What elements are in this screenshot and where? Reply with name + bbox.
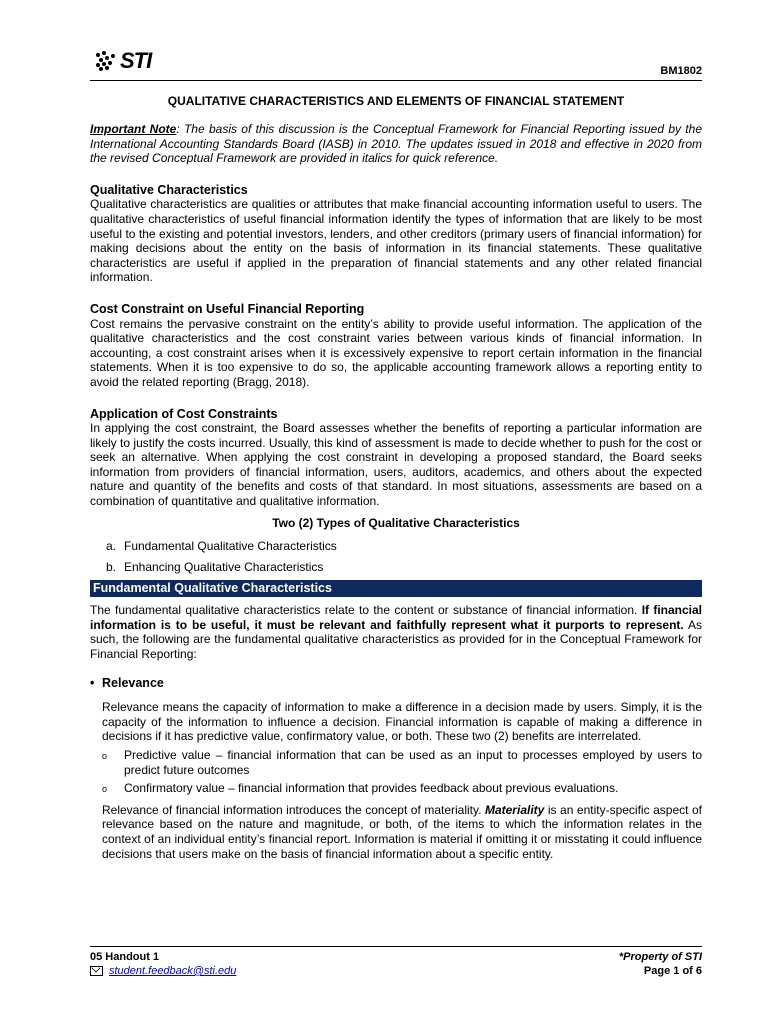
- sub-bullet-icon: o: [102, 784, 108, 795]
- list-item-label: Enhancing Qualitative Characteristics: [124, 560, 324, 575]
- note-text: : The basis of this discussion is the Conceptual Framework for Financial Reporting issued by the International Accounting Standards Board (IASB) in 2010. The updates issued in 2018 and effective in 2020 from the revised Conceptual Framework are provided in italics for quick reference.: [90, 122, 702, 166]
- footer-left: [90, 950, 236, 978]
- types-list: [90, 536, 702, 578]
- paragraph-relevance: Relevance means the capacity of information to make a difference in a decision made by users. Simply, it is the capacity of the information to influence a decision. Financial information is capable of making a difference in decisions if it has predictive value, confirmatory value, or both. These two (2) benefits are interrelated.: [102, 700, 702, 744]
- document-body: [90, 122, 702, 861]
- note-label: Important Note: [90, 122, 177, 136]
- heading-types: Two (2) Types of Qualitative Characteristics: [272, 515, 520, 530]
- sub-item-text: Predictive value – financial information that can be used as an input to processes employed by users to predict future outcomes: [124, 748, 702, 777]
- relevance-label: Relevance: [102, 675, 164, 690]
- footer-divider: [90, 946, 702, 947]
- handout-label: 05 Handout 1: [90, 951, 160, 963]
- logo-text: STI: [120, 47, 152, 73]
- materiality-term: Materiality: [484, 802, 545, 817]
- envelope-icon: [90, 966, 103, 976]
- list-marker: b.: [106, 560, 117, 575]
- paragraph-cost-constraint: Cost remains the pervasive constraint on the entity’s ability to provide useful information. The application of the qualitative characteristics and the cost constraint varies between various kinds of financial information. In accounting, a cost constraint arises when it is excessively expensive to report certain information in the financial statements. When it is too expensive to do so, the applicable accounting framework allows a reporting entity to avoid the related reporting (Bragg, 2018).: [90, 316, 702, 389]
- page-number: Page 1 of 6: [643, 965, 702, 977]
- materiality-text-start: Relevance of financial information introduces the concept of materiality.: [102, 802, 485, 817]
- email-link[interactable]: student.feedback@sti.edu: [109, 965, 237, 977]
- list-item: [106, 536, 702, 557]
- footer-right: [619, 950, 702, 978]
- logo-dots-icon: [94, 50, 122, 72]
- paragraph-qualitative: Qualitative characteristics are qualities or attributes that make financial accounting information useful to users. The qualitative characteristics of useful financial information identify the types of information that are likely to be most useful to the existing and potential investors, lenders, and other creditors (primary users of financial information) for making decisions about the entity on the basis of information in its financial statements. These qualitative characteristics are useful if applied in the preparation of financial statements and any other related financial information.: [90, 197, 702, 285]
- heading-relevance: [90, 676, 702, 691]
- list-item-label: Fundamental Qualitative Characteristics: [124, 539, 337, 554]
- sub-list-item: [90, 748, 702, 777]
- fundamental-text-bold: If financial information is to be useful, it must be relevant and faithfully represent what it purports to represent.: [90, 603, 703, 632]
- materiality-text-end: is an entity-specific aspect of relevance based on the nature and magnitude, or both, of the items to which the information relates in the context of an individual entity’s financial report. Information is material if omitting it or misstating it could influence decisions that users make on the basis of financial information about a specific entity.: [102, 802, 702, 861]
- paragraph-fundamental: [90, 603, 702, 661]
- property-label: *Property of STI: [618, 951, 702, 963]
- paragraph-application: In applying the cost constraint, the Board assesses whether the benefits of reporting a particular information are likely to justify the costs incurred. Usually, this kind of assessment is made to decide whether to push for the cost or seek an alternative. When applying the cost constraint in developing a proposed standard, the Board seeks information from providers of financial information, users, auditors, academics, and others about the expected nature and quantity of the benefits and costs of that standard. In most situations, assessments are based on a combination of quantitative and qualitative information.: [90, 421, 702, 509]
- fundamental-text-end: As such, the following are the fundamental qualitative characteristics as provided for in the Conceptual Framework for Financial Reporting:: [90, 617, 702, 662]
- list-item: [106, 557, 702, 578]
- heading-qualitative: Qualitative Characteristics: [90, 182, 248, 197]
- fundamental-text-start: The fundamental qualitative characteristics relate to the content or substance of financial information.: [90, 603, 642, 618]
- sub-item-text: Confirmatory value – financial information that provides feedback about previous evaluations.: [124, 781, 619, 796]
- page-title: QUALITATIVE CHARACTERISTICS AND ELEMENTS OF FINANCIAL STATEMENT: [167, 94, 625, 108]
- header-divider: [90, 80, 702, 81]
- sub-list-item: [90, 781, 702, 797]
- section-band-fundamental: Fundamental Qualitative Characteristics: [90, 580, 702, 597]
- paragraph-materiality: [90, 803, 702, 861]
- bullet-icon: •: [90, 675, 95, 690]
- sub-bullet-icon: o: [102, 751, 108, 761]
- list-marker: a.: [106, 539, 117, 554]
- heading-cost-constraint: Cost Constraint on Useful Financial Reporting: [90, 301, 365, 316]
- page-header: [90, 46, 702, 80]
- important-note: [90, 122, 702, 166]
- heading-application: Application of Cost Constraints: [90, 406, 278, 421]
- document-code: BM1802: [660, 65, 702, 77]
- email-row: [90, 964, 236, 978]
- sti-logo: [94, 47, 152, 73]
